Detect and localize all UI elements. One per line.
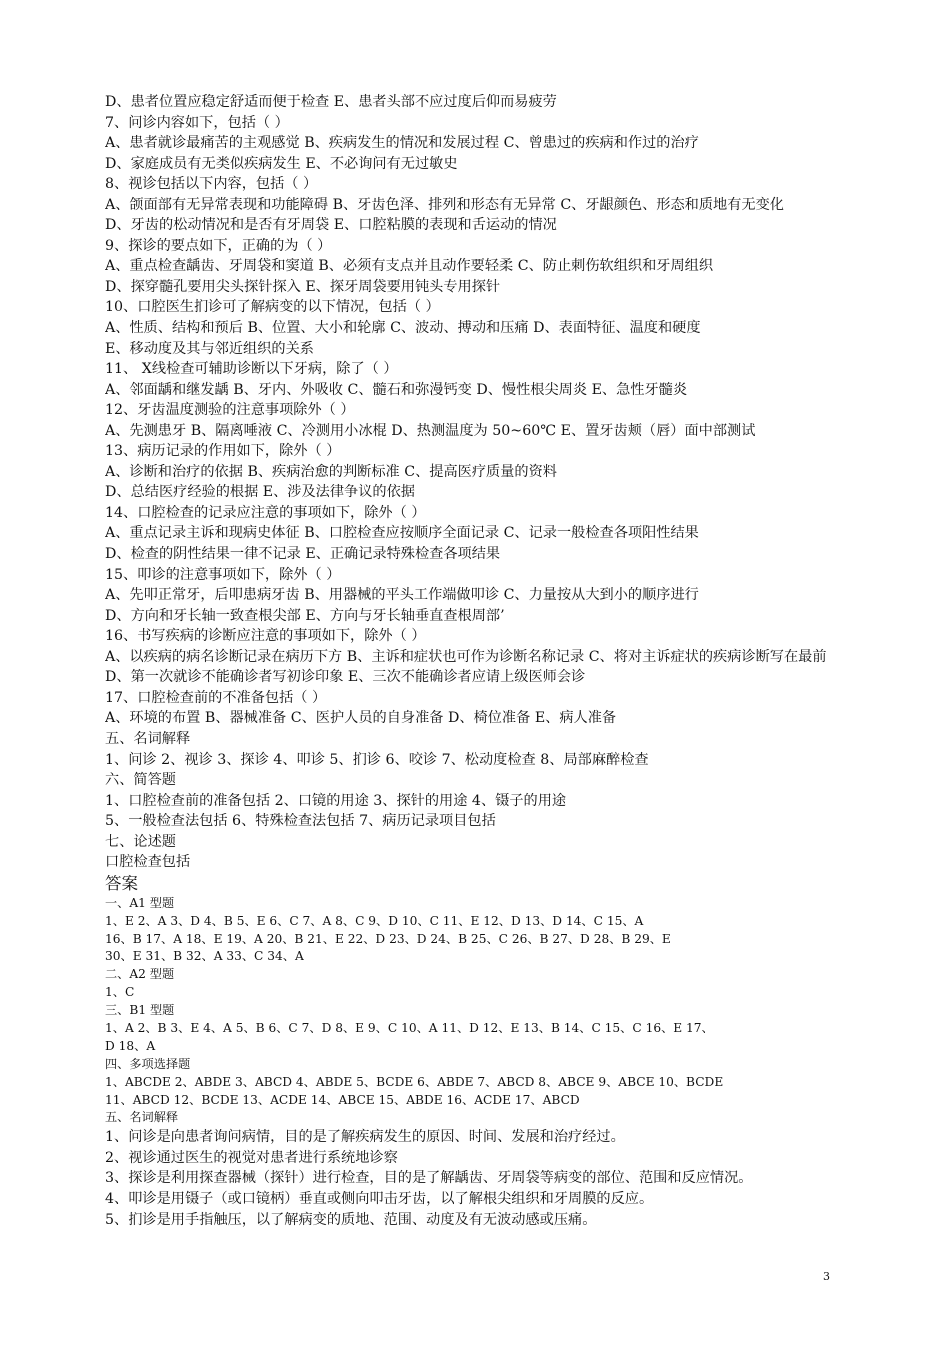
answer-line: 1、E 2、A 3、D 4、B 5、E 6、C 7、A 8、C 9、D 10、C 11、E 12、D 13、D 14、C 15、A (105, 913, 644, 928)
page-number: 3 (823, 1270, 830, 1283)
definition-line: 1、问诊是向患者询问病情，目的是了解疾病发生的原因、时间、发展和治疗经过。 (105, 1129, 625, 1146)
question-line: A、邻面龋和继发龋 B、牙内、外吸收 C、髓石和弥漫钙变 D、慢性根尖周炎 E、急性牙髓炎 (105, 381, 688, 398)
question-line: 7、问诊内容如下，包括（ ） (105, 114, 289, 131)
question-line: 1、问诊 2、视诊 3、探诊 4、叩诊 5、扪诊 6、咬诊 7、松动度检查 8、局部麻醉检查 (105, 751, 649, 768)
answer-line: 1、A 2、B 3、E 4、A 5、B 6、C 7、D 8、E 9、C 10、A 11、D 12、E 13、B 14、C 15、C 16、E 17、 (105, 1021, 714, 1036)
question-line: A、患者就诊最痛苦的主观感觉 B、疾病发生的情况和发展过程 C、曾患过的疾病和作过的治疗 (105, 135, 699, 152)
definitions-section (105, 1127, 865, 1230)
question-line: 五、名词解释 (105, 730, 191, 747)
question-line: A、以疾病的病名诊断记录在病历下方 B、主诉和症状也可作为诊断名称记录 C、将对主诉症状的疾病诊断写在最前 (105, 648, 827, 665)
definition-line: 5、扪诊是用手指触压，以了解病变的质地、范围、动度及有无波动感或压痛。 (105, 1211, 597, 1228)
answer-line: 1、C (105, 985, 135, 1000)
question-line: A、诊断和治疗的依据 B、疾病治愈的判断标准 C、提高医疗质量的资料 (105, 463, 557, 480)
question-line: 10、口腔医生扪诊可了解病变的以下情况，包括（ ） (105, 299, 440, 316)
question-line: A、重点检查龋齿、牙周袋和窦道 B、必须有支点并且动作要轻柔 C、防止刺伤软组织和牙周组织 (105, 258, 714, 275)
question-line: A、重点记录主诉和现病史体征 B、口腔检查应按顺序全面记录 C、记录一般检查各项阳性结果 (105, 525, 699, 542)
answers-title: 答案 (105, 873, 138, 893)
definition-line: 4、叩诊是用镊子（或口镜柄）垂直或侧向叩击牙齿，以了解根尖组织和牙周膜的反应。 (105, 1191, 654, 1207)
question-line: 15、叩诊的注意事项如下，除外（ ） (105, 566, 341, 583)
answer-line: 11、ABCD 12、BCDE 13、ACDE 14、ABCE 15、ABDE 16、ACDE 17、ABCD (105, 1092, 580, 1107)
question-line: D、方向和牙长轴一致查根尖部 E、方向与牙长轴垂直查根周部’ (105, 607, 505, 624)
question-line: A、环境的布置 B、器械准备 C、医护人员的自身准备 D、椅位准备 E、病人准备 (105, 710, 617, 727)
question-line: 14、口腔检查的记录应注意的事项如下，除外（ ） (105, 504, 426, 521)
answer-line: 1、ABCDE 2、ABDE 3、ABCD 4、ABDE 5、BCDE 6、ABDE 7、ABCD 8、ABCE 9、ABCE 10、BCDE (105, 1074, 724, 1089)
question-line: D、第一次就诊不能确诊者写初诊印象 E、三次不能确诊者应请上级医师会诊 (105, 669, 586, 686)
answer-line: 五、名词解释 (105, 1110, 179, 1125)
definition-line: 2、视诊通过医生的视觉对患者进行系统地诊察 (105, 1149, 398, 1166)
answer-line: 一、A1 型题 (105, 895, 175, 910)
answer-line: 16、B 17、A 18、E 19、A 20、B 21、E 22、D 23、D 24、B 25、C 26、B 27、D 28、B 29、E (105, 931, 671, 946)
question-line: 9、探诊的要点如下，正确的为（ ） (105, 237, 332, 254)
question-line: A、先叩正常牙，后叩患病牙齿 B、用器械的平头工作端做叩诊 C、力量按从大到小的顺序进行 (105, 587, 699, 604)
question-section (105, 92, 865, 873)
answer-line: 三、B1 型题 (105, 1003, 175, 1018)
answer-line: 30、E 31、B 32、A 33、C 34、A (105, 949, 304, 964)
question-line: 5、一般检查法包括 6、特殊检查法包括 7、病历记录项目包括 (105, 813, 496, 830)
question-line: 8、视诊包括以下内容，包括（ ） (105, 176, 318, 193)
question-line: 六、简答题 (105, 772, 176, 789)
answer-line: 四、多项选择题 (105, 1056, 191, 1071)
question-line: D、检查的阴性结果一律不记录 E、正确记录特殊检查各项结果 (105, 546, 501, 563)
question-line: E、移动度及其与邻近组织的关系 (105, 340, 314, 357)
question-line: 13、病历记录的作用如下，除外（ ） (105, 443, 341, 460)
question-line: 16、书写疾病的诊断应注意的事项如下，除外（ ） (105, 628, 426, 645)
answer-line: D 18、A (105, 1038, 156, 1053)
question-line: 七、论述题 (105, 833, 176, 850)
question-line: D、患者位置应稳定舒适而便于检查 E、患者头部不应过度后仰而易疲劳 (105, 94, 557, 110)
answer-key-section (105, 895, 865, 1128)
question-line: 11、 X线检查可辅助诊断以下牙病，除了（ ） (105, 361, 398, 378)
question-line: D、家庭成员有无类似疾病发生 E、不必询问有无过敏史 (105, 155, 458, 172)
question-line: 1、口腔检查前的准备包括 2、口镜的用途 3、探针的用途 4、镊子的用途 (105, 792, 567, 809)
question-line: A、性质、结构和预后 B、位置、大小和轮廓 C、波动、搏动和压痛 D、表面特征、温度和硬度 (105, 320, 701, 337)
question-line: A、先测患牙 B、隔离唾液 C、冷测用小冰棍 D、热测温度为 50~60℃ E、置牙齿颊（唇）面中部测试 (105, 422, 756, 439)
question-line: A、颌面部有无异常表现和功能障碍 B、牙齿色泽、排列和形态有无异常 C、牙龈颜色、形态和质地有无变化 (105, 196, 784, 213)
question-line: 12、牙齿温度测验的注意事项除外（ ） (105, 402, 355, 419)
page-content (105, 92, 865, 1230)
question-line: 口腔检查包括 (105, 854, 191, 871)
definition-line: 3、探诊是利用探查器械（探针）进行检查，目的是了解龋齿、牙周袋等病变的部位、范围和反应情况。 (105, 1170, 753, 1187)
question-line: D、牙齿的松动情况和是否有牙周袋 E、口腔粘膜的表现和舌运动的情况 (105, 217, 557, 234)
question-line: D、总结医疗经验的根据 E、涉及法律争议的依据 (105, 484, 415, 501)
question-line: 17、口腔检查前的不准备包括（ ） (105, 689, 327, 706)
answer-line: 二、A2 型题 (105, 967, 175, 982)
question-line: D、探穿髓孔要用尖头探针探入 E、探牙周袋要用钝头专用探针 (105, 278, 501, 295)
